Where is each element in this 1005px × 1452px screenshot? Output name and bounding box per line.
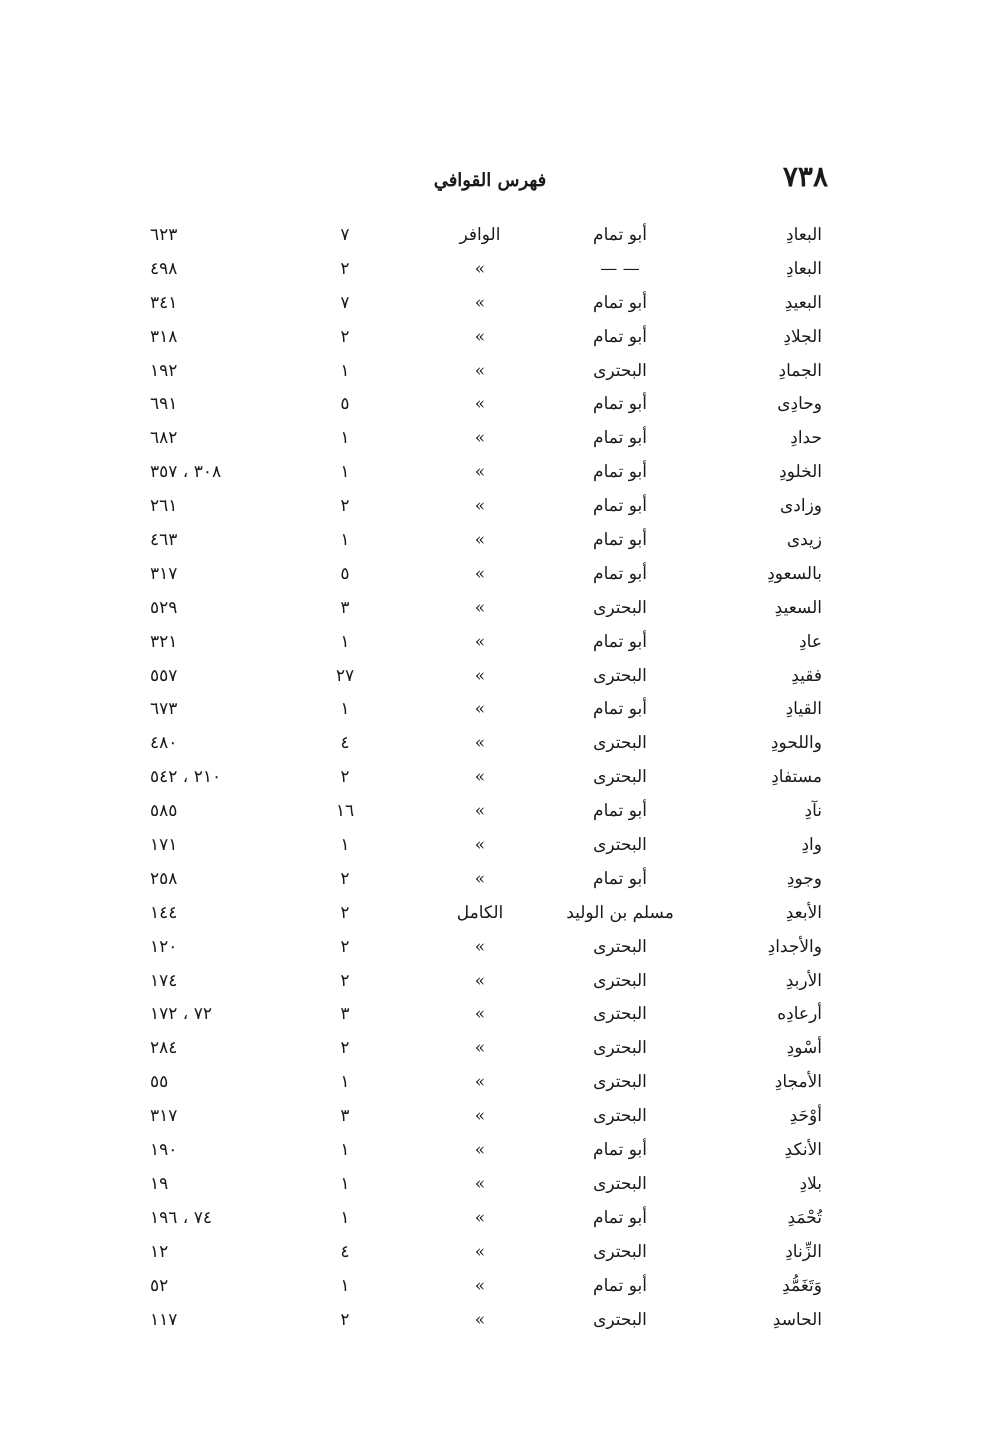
- rhyme-word: وزادى: [779, 496, 822, 517]
- table-row: [150, 492, 840, 526]
- meter-name: »: [474, 292, 486, 313]
- page-references: ٣٢١: [150, 631, 178, 652]
- table-row: [150, 255, 840, 289]
- page-title: فهرس القوافي: [433, 170, 547, 191]
- verse-count: ٥: [340, 563, 350, 584]
- verse-count: ١٦: [335, 801, 355, 822]
- meter-name: »: [474, 428, 486, 449]
- table-row: [150, 1204, 840, 1238]
- poet-name: البحترى: [593, 360, 647, 381]
- table-row: [150, 1238, 840, 1272]
- rhyme-word: البعادِ: [786, 258, 822, 279]
- rhyme-word: وجودِ: [786, 868, 822, 889]
- meter-name: »: [474, 1241, 486, 1262]
- meter-name: »: [474, 563, 486, 584]
- page-references: ٤٨٠: [150, 733, 178, 754]
- verse-count: ٢: [340, 868, 350, 889]
- page-references: ١٢: [150, 1241, 169, 1262]
- rhyme-word: البعيدِ: [784, 292, 822, 313]
- poet-name: أبو تمام: [593, 801, 647, 822]
- rhyme-word: الأبعدِ: [785, 902, 822, 923]
- verse-count: ٣: [340, 597, 350, 618]
- verse-count: ١: [340, 699, 350, 720]
- verse-count: ١: [340, 631, 350, 652]
- meter-name: »: [474, 970, 486, 991]
- table-row: [150, 865, 840, 899]
- poet-name: أبو تمام: [593, 631, 647, 652]
- rhyme-word: أوْحَدِ: [789, 1106, 822, 1127]
- poet-name: البحترى: [593, 1173, 647, 1194]
- verse-count: ٢: [340, 1038, 350, 1059]
- poet-name: أبو تمام: [593, 563, 647, 584]
- poet-name: البحترى: [593, 665, 647, 686]
- rhyme-word: الجمادِ: [778, 360, 822, 381]
- page-references: ٥٨٥: [150, 801, 178, 822]
- rhyme-word: الحاسدِ: [772, 1309, 822, 1330]
- page-references: ٥٢٩: [150, 597, 178, 618]
- table-row: [150, 560, 840, 594]
- page-references: ٥٥: [150, 1072, 169, 1093]
- verse-count: ٢: [340, 767, 350, 788]
- table-row: [150, 1102, 840, 1136]
- poet-name: البحترى: [593, 1072, 647, 1093]
- table-row: [150, 323, 840, 357]
- poet-name: أبو تمام: [593, 462, 647, 483]
- page-references: ١٩: [150, 1173, 169, 1194]
- page-references: ٦٨٢: [150, 428, 178, 449]
- poet-name: أبو تمام: [593, 1140, 647, 1161]
- page-references: ١٧٤: [150, 970, 178, 991]
- page-references: ١١٧: [150, 1309, 178, 1330]
- verse-count: ٤: [340, 733, 350, 754]
- meter-name: »: [474, 1106, 486, 1127]
- table-row: [150, 933, 840, 967]
- meter-name: »: [474, 394, 486, 415]
- verse-count: ١: [340, 1207, 350, 1228]
- rhyme-word: مستفادِ: [771, 767, 822, 788]
- meter-name: »: [474, 868, 486, 889]
- table-row: [150, 797, 840, 831]
- page-references: ١٧١: [150, 835, 178, 856]
- table-row: [150, 967, 840, 1001]
- rhyme-word: تُحْمَدِ: [787, 1207, 822, 1228]
- rhyme-word: فقيدِ: [791, 665, 822, 686]
- verse-count: ٢: [340, 970, 350, 991]
- poet-name: أبو تمام: [593, 394, 647, 415]
- meter-name: »: [474, 835, 486, 856]
- poet-name: أبو تمام: [593, 326, 647, 347]
- table-row: [150, 662, 840, 696]
- meter-name: »: [474, 631, 486, 652]
- poet-name: أبو تمام: [593, 225, 647, 245]
- meter-name: »: [474, 496, 486, 517]
- rhyme-word: الخلودِ: [779, 462, 822, 483]
- rhyme-word: أسْودِ: [786, 1038, 822, 1059]
- meter-name: الكامل: [456, 902, 504, 923]
- meter-name: »: [474, 936, 486, 957]
- table-row: [150, 1000, 840, 1034]
- table-row: [150, 289, 840, 323]
- table-row: [150, 357, 840, 391]
- table-row: [150, 831, 840, 865]
- page-references: ٤٦٣: [150, 530, 178, 551]
- table-row: [150, 390, 840, 424]
- rhyme-word: والأجدادِ: [767, 936, 822, 957]
- page-references: ٥٢: [150, 1275, 169, 1296]
- verse-count: ١: [340, 360, 350, 381]
- page-references: ٣١٧: [150, 1106, 178, 1127]
- rhyme-word: القيادِ: [785, 699, 822, 720]
- meter-name: »: [474, 597, 486, 618]
- rhyme-word: الأنكدِ: [784, 1140, 822, 1161]
- page-references: ٦٧٣: [150, 699, 178, 720]
- meter-name: »: [474, 1004, 486, 1025]
- verse-count: ٣: [340, 1106, 350, 1127]
- page-references: ٢٨٤: [150, 1038, 178, 1059]
- verse-count: ٢: [340, 936, 350, 957]
- meter-name: »: [474, 1309, 486, 1330]
- table-row: [150, 763, 840, 797]
- page-references: ٣٠٨ ، ٣٥٧: [150, 462, 222, 483]
- page-references: ١٩٢: [150, 360, 178, 381]
- poet-name: البحترى: [593, 970, 647, 991]
- rhyme-word: نآدِ: [804, 801, 822, 822]
- poet-name: البحترى: [593, 733, 647, 754]
- page-references: ١٩٠: [150, 1140, 178, 1161]
- rhyme-word: البعادِ: [786, 225, 822, 245]
- page-number: ٧٣٨: [782, 160, 828, 193]
- poet-name: البحترى: [593, 835, 647, 856]
- page-references: ٦٢٣: [150, 225, 178, 245]
- table-row: [150, 458, 840, 492]
- rhyme-word: واللحودِ: [770, 733, 822, 754]
- meter-name: »: [474, 1038, 486, 1059]
- rhyme-word: الأربدِ: [785, 970, 822, 991]
- poet-name: أبو تمام: [593, 530, 647, 551]
- verse-count: ٥: [340, 394, 350, 415]
- table-row: [150, 594, 840, 628]
- verse-count: ٢: [340, 1309, 350, 1330]
- rhyme-word: الأمجادِ: [774, 1072, 822, 1093]
- poet-name: البحترى: [593, 1241, 647, 1262]
- table-row: [150, 1170, 840, 1204]
- verse-count: ١: [340, 1072, 350, 1093]
- poet-name: أبو تمام: [593, 1275, 647, 1296]
- table-row: [150, 628, 840, 662]
- page-references: ٢٥٨: [150, 868, 178, 889]
- poet-name: البحترى: [593, 1038, 647, 1059]
- rhyme-word: وحادِى: [777, 394, 822, 415]
- verse-count: ١: [340, 835, 350, 856]
- poet-name: أبو تمام: [593, 428, 647, 449]
- poet-name: البحترى: [593, 1106, 647, 1127]
- meter-name: »: [474, 801, 486, 822]
- poet-name: — —: [600, 258, 640, 279]
- verse-count: ١: [340, 530, 350, 551]
- verse-count: ٢٧: [335, 665, 355, 686]
- poet-name: أبو تمام: [593, 1207, 647, 1228]
- table-row: [150, 1034, 840, 1068]
- meter-name: »: [474, 665, 486, 686]
- meter-name: »: [474, 1275, 486, 1296]
- poet-name: مسلم بن الوليد: [566, 902, 674, 923]
- verse-count: ١: [340, 462, 350, 483]
- poet-name: أبو تمام: [593, 496, 647, 517]
- rhyme-word: زيدى: [786, 530, 822, 551]
- poet-name: البحترى: [593, 936, 647, 957]
- meter-name: »: [474, 699, 486, 720]
- verse-count: ٣: [340, 1004, 350, 1025]
- table-row: [150, 1136, 840, 1170]
- page-references: ٢٦١: [150, 496, 178, 517]
- verse-count: ١: [340, 1173, 350, 1194]
- poet-name: البحترى: [593, 597, 647, 618]
- rhyme-word: بلادِ: [799, 1173, 822, 1194]
- page-references: ٤٩٨: [150, 258, 178, 279]
- rhyme-word: وادِ: [801, 835, 822, 856]
- meter-name: الوافر: [459, 225, 501, 245]
- page-references: ٣٤١: [150, 292, 178, 313]
- verse-count: ١: [340, 428, 350, 449]
- table-row: [150, 899, 840, 933]
- table-row: [150, 1068, 840, 1102]
- meter-name: »: [474, 530, 486, 551]
- verse-count: ٧: [340, 225, 350, 245]
- rhyme-word: بالسعودِ: [767, 563, 822, 584]
- verse-count: ٢: [340, 496, 350, 517]
- meter-name: »: [474, 1173, 486, 1194]
- verse-count: ٢: [340, 326, 350, 347]
- table-row: [150, 1306, 840, 1340]
- meter-name: »: [474, 462, 486, 483]
- page-references: ١٤٤: [150, 902, 178, 923]
- poet-name: أبو تمام: [593, 868, 647, 889]
- meter-name: »: [474, 360, 486, 381]
- verse-count: ٢: [340, 902, 350, 923]
- rhyme-word: عادِ: [799, 631, 822, 652]
- rhyme-word: حدادِ: [790, 428, 822, 449]
- verse-count: ٢: [340, 258, 350, 279]
- meter-name: »: [474, 258, 486, 279]
- meter-name: »: [474, 733, 486, 754]
- rhyme-word: الجلادِ: [783, 326, 822, 347]
- meter-name: »: [474, 1140, 486, 1161]
- rhyme-word: السعيدِ: [774, 597, 822, 618]
- page-references: ٢١٠ ، ٥٤٢: [150, 767, 222, 788]
- meter-name: »: [474, 1207, 486, 1228]
- table-row: [150, 526, 840, 560]
- meter-name: »: [474, 326, 486, 347]
- page-references: ٧٤ ، ١٩٦: [150, 1207, 212, 1228]
- rhyme-index-table: [150, 221, 840, 1339]
- verse-count: ١: [340, 1140, 350, 1161]
- poet-name: البحترى: [593, 767, 647, 788]
- page-references: ٣١٨: [150, 326, 178, 347]
- table-row: [150, 1272, 840, 1306]
- verse-count: ٤: [340, 1241, 350, 1262]
- table-row: [150, 221, 840, 255]
- page-references: ٥٥٧: [150, 665, 178, 686]
- verse-count: ٧: [340, 292, 350, 313]
- rhyme-word: الزِّنادِ: [785, 1241, 822, 1262]
- poet-name: أبو تمام: [593, 292, 647, 313]
- poet-name: البحترى: [593, 1309, 647, 1330]
- table-row: [150, 729, 840, 763]
- rhyme-word: أرعادِه: [777, 1004, 822, 1025]
- table-row: [150, 695, 840, 729]
- verse-count: ١: [340, 1275, 350, 1296]
- page-references: ٧٢ ، ١٧٢: [150, 1004, 212, 1025]
- meter-name: »: [474, 767, 486, 788]
- poet-name: أبو تمام: [593, 699, 647, 720]
- table-row: [150, 424, 840, 458]
- page-references: ٣١٧: [150, 563, 178, 584]
- poet-name: البحترى: [593, 1004, 647, 1025]
- rhyme-word: وَتَغَمُّدِ: [782, 1275, 822, 1296]
- meter-name: »: [474, 1072, 486, 1093]
- page-references: ٦٩١: [150, 394, 178, 415]
- page-references: ١٢٠: [150, 936, 178, 957]
